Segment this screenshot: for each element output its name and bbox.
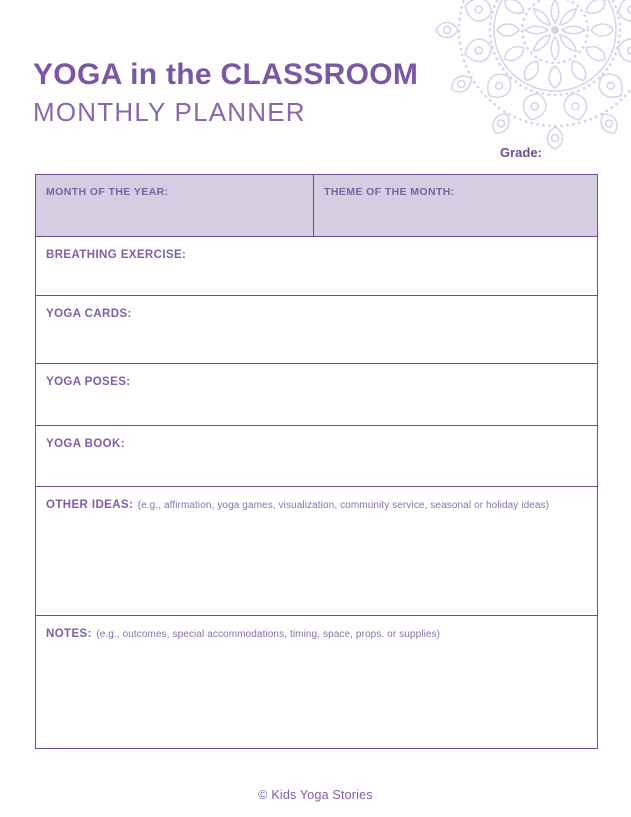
other-ideas-hint: (e.g., affirmation, yoga games, visualization, community service, seasonal or holiday ideas) — [137, 500, 550, 511]
notes-label: NOTES: — [46, 628, 92, 640]
month-of-year-cell — [36, 175, 313, 236]
notes-hint: (e.g., outcomes, special accommodations, timing, space, props. or supplies) — [96, 629, 441, 640]
footer-credit: © Kids Yoga Stories — [258, 788, 373, 802]
mandala-icon — [425, 0, 631, 160]
breathing-exercise-label: BREATHING EXERCISE: — [46, 249, 187, 261]
table-header-row — [36, 175, 597, 236]
theme-of-month-cell — [313, 175, 597, 236]
theme-of-month-label: THEME OF THE MONTH: — [324, 186, 455, 198]
yoga-poses-label: YOGA POSES: — [46, 376, 131, 388]
planner-table — [35, 174, 598, 749]
grade-label: Grade: — [500, 145, 542, 160]
yoga-book-row — [36, 425, 597, 486]
notes-row — [36, 615, 597, 748]
page-title: YOGA in the CLASSROOM — [33, 58, 419, 91]
breathing-exercise-row — [36, 236, 597, 295]
yoga-cards-label: YOGA CARDS: — [46, 308, 132, 320]
yoga-poses-row — [36, 363, 597, 425]
other-ideas-label: OTHER IDEAS: — [46, 499, 134, 511]
other-ideas-row — [36, 486, 597, 615]
yoga-book-label: YOGA BOOK: — [46, 438, 125, 450]
page-subtitle: MONTHLY PLANNER — [33, 97, 306, 127]
yoga-cards-row — [36, 295, 597, 363]
month-of-year-label: MONTH OF THE YEAR: — [46, 186, 169, 198]
